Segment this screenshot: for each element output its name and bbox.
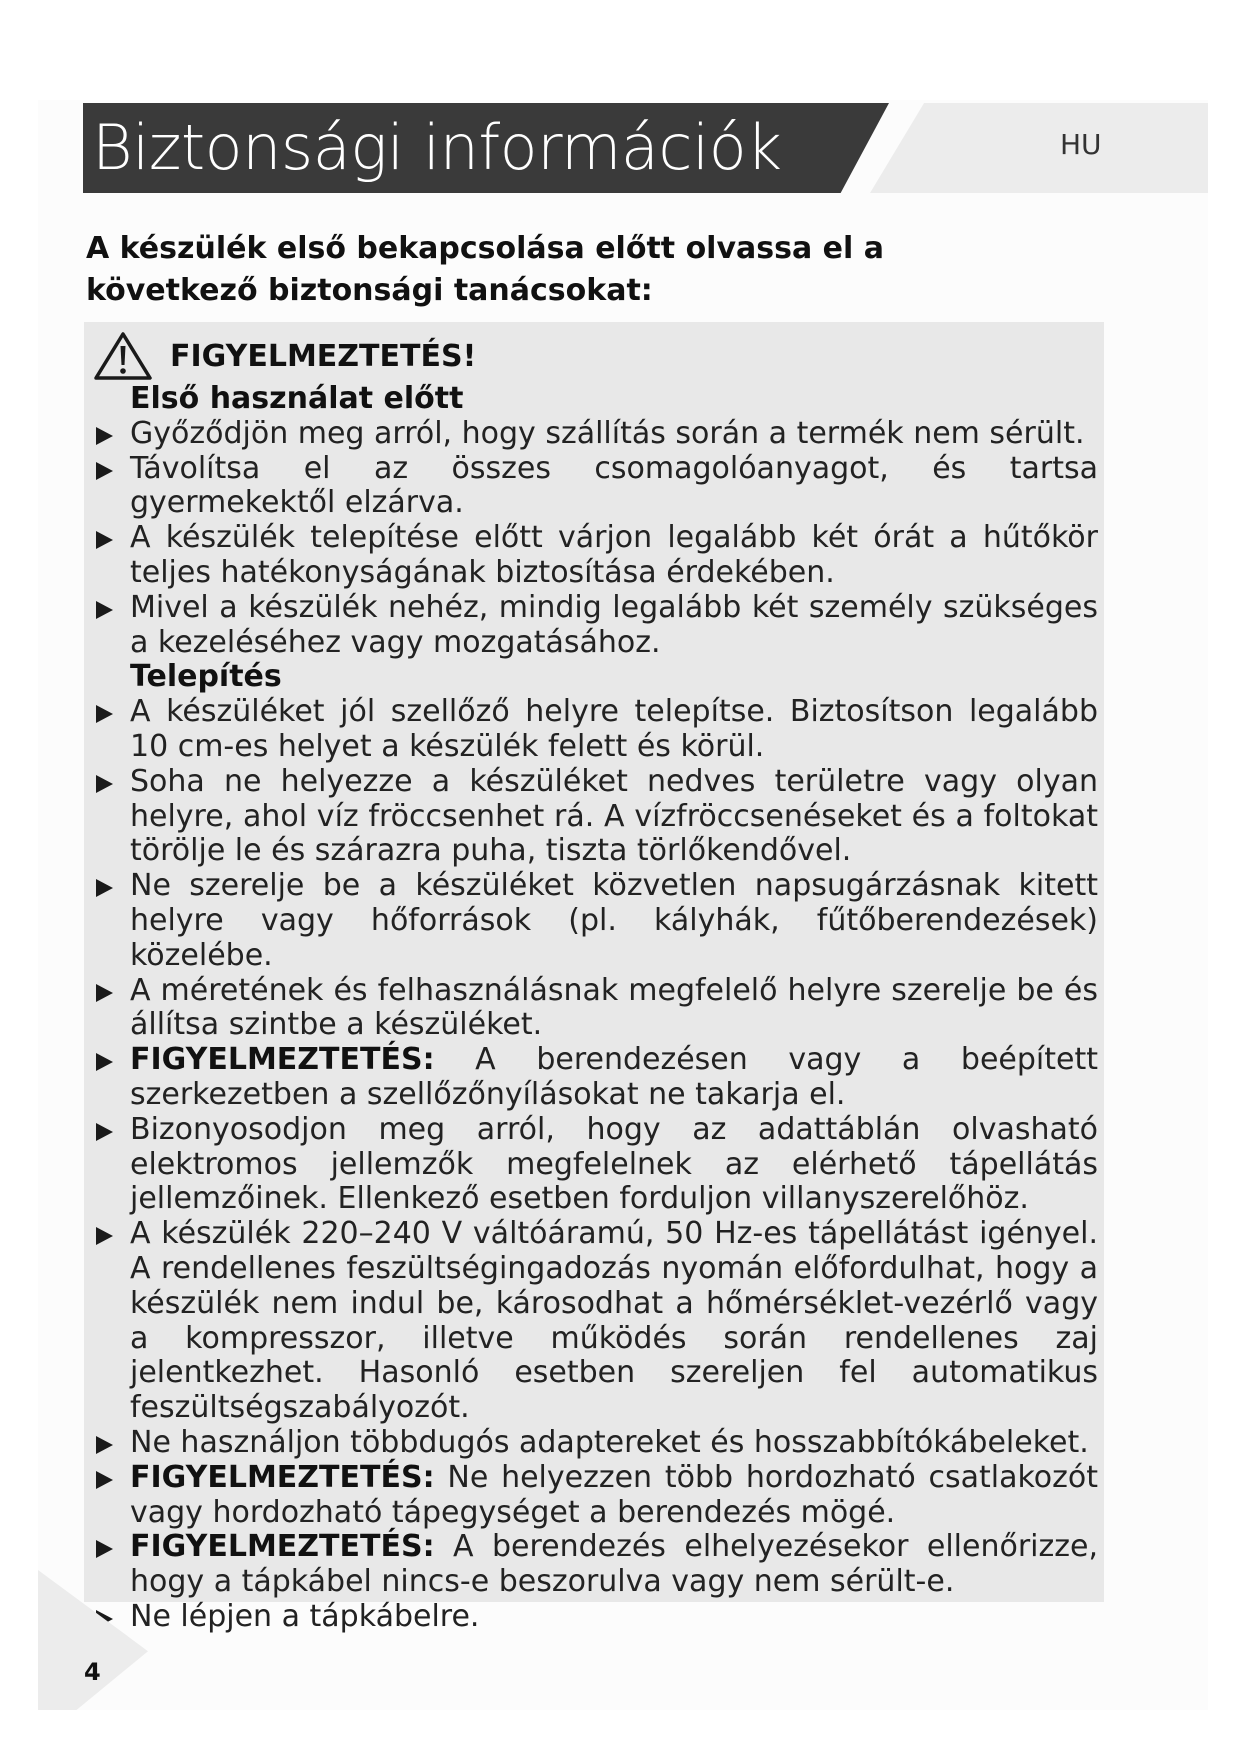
list-item: [92, 591, 1098, 661]
bullet-arrow-icon: [96, 1123, 113, 1141]
list-item: [92, 417, 1098, 452]
bullet-arrow-icon: [96, 775, 113, 793]
warning-label: FIGYELMEZTETÉS:: [130, 1459, 435, 1495]
language-code: HU: [1060, 128, 1102, 161]
list-item-text: A méretének és felhasználásnak megfelelő helyre szerelje be és állítsa szintbe a készüléket.: [130, 972, 1098, 1043]
bullet-arrow-icon: [96, 1471, 113, 1489]
list-item-text: Mivel a készülék nehéz, mindig legalább két személy szükséges a kezeléséhez vagy mozgatásához.: [130, 589, 1098, 660]
bullet-arrow-icon: [96, 879, 113, 897]
list-item-text: Bizonyosodjon meg arról, hogy az adattáblán olvasható elektromos jellemzők megfelelnek az elérhető tápellátás jellemzőinek. Ellenkező esetben forduljon villanyszerelőhöz.: [130, 1111, 1098, 1217]
bullet-arrow-icon: [96, 601, 113, 619]
list-item: [92, 1426, 1098, 1461]
list-item-text: A készüléket jól szellőző helyre telepítse. Biztosítson legalább 10 cm-es helyet a készülék felett és körül.: [130, 694, 1098, 764]
list-item: [92, 1113, 1098, 1217]
list-item: [92, 1600, 1098, 1635]
bullet-arrow-icon: [96, 984, 113, 1002]
bullet-arrow-icon: [96, 1227, 113, 1245]
list-item-text: Ne szerelje be a készüléket közvetlen napsugárzásnak kitett helyre vagy hőforrások (pl. kályhák, fűtőberendezések) közelébe.: [130, 868, 1098, 973]
list-item: [92, 521, 1098, 591]
bullet-arrow-icon: [96, 705, 113, 723]
list-item: [92, 452, 1098, 522]
intro-heading: A készülék első bekapcsolása előtt olvassa el a következő biztonsági tanácsokat:: [86, 231, 884, 308]
list-item-text: A készülék 220–240 V váltóáramú, 50 Hz-es tápellátást igényel. A rendellenes feszültségingadozás nyomán előfordulhat, hogy a készülék nem indul be, károsodhat a hőmérséklet-vezérlő vagy a kompresszor, illetve működés során rendellenes zaj jelentkezhet. Hasonló esetben szereljen fel automatikus feszültségszabályozót.: [130, 1216, 1098, 1426]
warning-triangle-icon: [92, 330, 154, 382]
list-item-text: Távolítsa el az összes csomagolóanyagot, és tartsa gyermekektől elzárva.: [130, 450, 1098, 521]
bullet-arrow-icon: [96, 1053, 113, 1071]
list-item: [92, 869, 1098, 973]
section-heading-installation: Telepítés: [130, 659, 282, 695]
warning-header: [92, 330, 476, 382]
list-item-text: Ne használjon többdugós adaptereket és hosszabbítókábeleket.: [130, 1424, 1089, 1460]
list-item-warning: [92, 1461, 1098, 1531]
list-item: [92, 1217, 1098, 1426]
bullet-arrow-icon: [96, 531, 113, 549]
language-band: [870, 103, 1208, 193]
bullet-arrow-icon: [96, 1540, 113, 1558]
list-item-text: Győződjön meg arról, hogy szállítás során a termék nem sérült.: [130, 415, 1085, 451]
list-item: [92, 974, 1098, 1044]
warning-label: FIGYELMEZTETÉS:: [130, 1529, 435, 1565]
warning-title: FIGYELMEZTETÉS!: [170, 338, 477, 374]
list-item-warning: [92, 1530, 1098, 1600]
list-item: [92, 695, 1098, 765]
warning-label: FIGYELMEZTETÉS:: [130, 1042, 435, 1078]
bullet-arrow-icon: [96, 1436, 113, 1454]
page-number: 4: [84, 1658, 101, 1686]
list-item-warning: [92, 1043, 1098, 1113]
list-item-text: Soha ne helyezze a készüléket nedves területre vagy olyan helyre, ahol víz fröccsenhet rá. A vízfröccsenéseket és a foltokat törölje le és szárazra puha, tiszta törlőkendővel.: [130, 763, 1098, 869]
list-item-text: A berendezésen vagy a beépített szerkezetben a szellőzőnyílásokat ne takarja el.: [130, 1042, 1098, 1112]
list-item-text: A berendezés elhelyezésekor ellenőrizze, hogy a tápkábel nincs-e beszorulva vagy nem sérült-e.: [130, 1529, 1098, 1600]
bullet-arrow-icon: [96, 427, 113, 445]
page-title: Biztonsági információk: [92, 111, 782, 184]
list-item-text: Ne lépjen a tápkábelre.: [130, 1598, 480, 1634]
warning-content: [92, 382, 1098, 1635]
section-heading-first-use: Első használat előtt: [130, 381, 464, 416]
bullet-arrow-icon: [96, 462, 113, 480]
list-item-text: A készülék telepítése előtt várjon legalább két órát a hűtőkör teljes hatékonyságának biztosítása érdekében.: [130, 520, 1098, 590]
list-item-text: Ne helyezzen több hordozható csatlakozót vagy hordozható tápegységet a berendezés mögé.: [130, 1459, 1098, 1530]
list-item: [92, 765, 1098, 869]
